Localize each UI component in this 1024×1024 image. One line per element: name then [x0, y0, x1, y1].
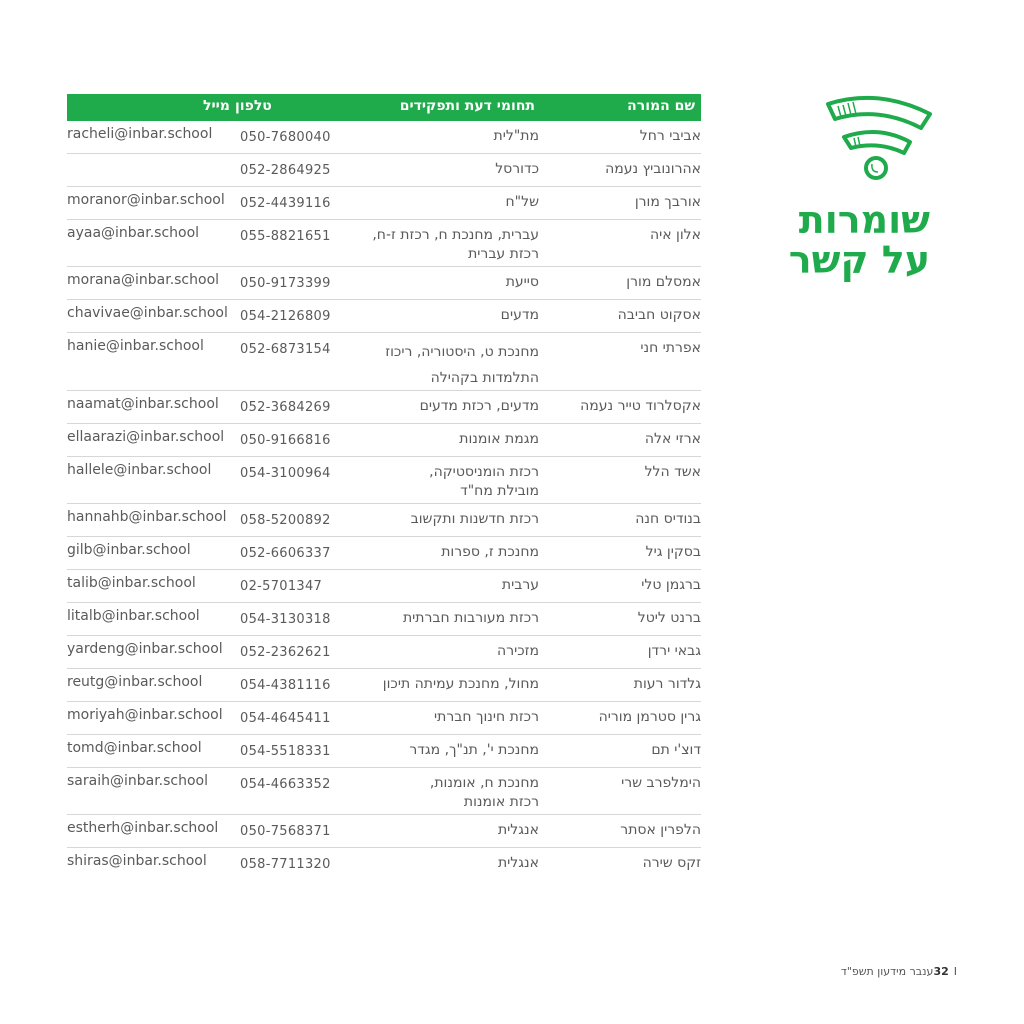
teacher-name: אפרתי חני [640, 340, 701, 356]
table-row [67, 537, 701, 570]
side-title-line1: שומרות [798, 198, 930, 242]
teacher-name: אסקוט חביבה [617, 307, 701, 323]
table-row [67, 187, 701, 220]
teacher-name: זקס שירה [642, 855, 701, 871]
table-body [67, 121, 701, 881]
teacher-phone: 055-8821651 [240, 229, 331, 244]
teacher-fields: רכזת מעורבות חברתית [402, 610, 539, 626]
teacher-name: הלפרין אסתר [620, 822, 701, 838]
teacher-phone: 02-5701347 [240, 579, 323, 594]
teacher-phone: 054-5518331 [240, 744, 331, 759]
teacher-fields: ערבית [501, 577, 539, 593]
teacher-email[interactable]: litalb@inbar.school [67, 608, 200, 624]
teacher-phone: 058-7711320 [240, 857, 331, 872]
teacher-name: אהרונוביץ נעמה [605, 161, 701, 177]
teacher-phone: 054-4381116 [240, 678, 331, 693]
teacher-phone: 052-3684269 [240, 400, 331, 415]
teacher-phone: 058-5200892 [240, 513, 331, 528]
table-row [67, 300, 701, 333]
teacher-name: דוצ'י תם [651, 742, 701, 758]
teacher-email[interactable]: tomd@inbar.school [67, 740, 202, 756]
wifi-icon [824, 92, 934, 184]
teacher-phone: 050-7568371 [240, 824, 331, 839]
teacher-email[interactable]: racheli@inbar.school [67, 126, 213, 142]
teacher-phone: 052-6606337 [240, 546, 331, 561]
teacher-email[interactable]: moriyah@inbar.school [67, 707, 223, 723]
teacher-name: אמסלם מורן [626, 274, 701, 290]
teacher-name: ארזי אלה [644, 431, 701, 447]
table-row [67, 267, 701, 300]
teacher-fields: מחנכת ז, ספרות [441, 544, 539, 560]
footer-text: ענבר מידעון תשפ"ד [840, 965, 934, 978]
table-row [67, 424, 701, 457]
footer-separator: I [953, 965, 957, 978]
teacher-email[interactable]: talib@inbar.school [67, 575, 196, 591]
teacher-phone: 050-7680040 [240, 130, 331, 145]
teacher-fields: כדורסל [495, 161, 539, 177]
teacher-fields: מזכירה [497, 643, 539, 659]
teacher-name: אורבך מורן [634, 194, 701, 210]
teacher-email[interactable]: reutg@inbar.school [67, 674, 203, 690]
teacher-email[interactable]: chavivae@inbar.school [67, 305, 228, 321]
page-footer [841, 965, 962, 978]
header-fields: תחומי דעת ותפקידים [399, 98, 535, 114]
table-row [67, 121, 701, 154]
teacher-phone: 052-2362621 [240, 645, 331, 660]
teacher-phone: 054-3100964 [240, 466, 331, 481]
teacher-phone: 052-4439116 [240, 196, 331, 211]
teacher-fields: מחנכת י', תנ"ך, מגדר [409, 742, 539, 758]
teacher-fields: מחול, מחנכת עמיתה תיכון [382, 676, 539, 692]
teacher-name: אביבי רחל [639, 128, 701, 144]
table-row [67, 702, 701, 735]
teacher-name: אשד הלל [644, 464, 701, 480]
side-title-line2: על קשר [788, 238, 930, 282]
teacher-name: גרין סטרמן מוריה [598, 709, 701, 725]
table-row [67, 154, 701, 187]
teacher-phone: 054-2126809 [240, 309, 331, 324]
table-row [67, 333, 701, 391]
table-row [67, 570, 701, 603]
teacher-name: אלון איה [649, 227, 701, 243]
teacher-fields: רכזת חינוך חברתי [434, 709, 539, 725]
teacher-phone: 052-6873154 [240, 342, 331, 357]
teacher-email[interactable]: gilb@inbar.school [67, 542, 191, 558]
teacher-fields: מחנכת ט, היסטוריה, ריכוז התלמדות בקהילה [385, 344, 539, 386]
teacher-email[interactable]: hannahb@inbar.school [67, 509, 227, 525]
side-title [730, 200, 930, 280]
table-row [67, 636, 701, 669]
teacher-email[interactable]: naamat@inbar.school [67, 396, 219, 412]
teacher-name: גלדור רעות [633, 676, 701, 692]
teacher-email[interactable]: estherh@inbar.school [67, 820, 219, 836]
table-row [67, 504, 701, 537]
teacher-fields: מדעים, רכזת מדעים [419, 398, 539, 414]
table-row [67, 220, 701, 267]
teacher-name: בנודיס חנה [635, 511, 701, 527]
teacher-name: ברנט ליטל [637, 610, 701, 626]
teacher-phone: 054-4663352 [240, 777, 331, 792]
teacher-name: בסקין גיל [645, 544, 701, 560]
teacher-email[interactable]: saraih@inbar.school [67, 773, 209, 789]
teacher-email[interactable]: yardeng@inbar.school [67, 641, 223, 657]
table-row [67, 391, 701, 424]
teacher-email[interactable]: hanie@inbar.school [67, 338, 204, 354]
teacher-fields: של"ח [505, 194, 539, 210]
teacher-email[interactable]: shiras@inbar.school [67, 853, 207, 869]
teacher-email[interactable]: moranor@inbar.school [67, 192, 225, 208]
header-phone: טלפון [235, 98, 272, 114]
teacher-fields: מת"לית [493, 128, 539, 144]
teacher-phone: 054-3130318 [240, 612, 331, 627]
teacher-fields: מגמת אומנות [459, 431, 539, 447]
teacher-name: הימלפרב שרי [621, 775, 701, 791]
header-mail: מייל [203, 98, 230, 114]
teacher-phone: 050-9166816 [240, 433, 331, 448]
table-row [67, 848, 701, 881]
table-row [67, 457, 701, 504]
page-number: 32 [933, 965, 949, 978]
table-header [67, 94, 701, 121]
teacher-email[interactable]: ellaarazi@inbar.school [67, 429, 225, 445]
teacher-fields: מחנכת ח, אומנות, רכזת אומנות [429, 775, 539, 810]
teacher-phone: 054-4645411 [240, 711, 331, 726]
table-row [67, 768, 701, 815]
table-row [67, 735, 701, 768]
table-row [67, 669, 701, 702]
teacher-email[interactable]: hallele@inbar.school [67, 462, 212, 478]
teacher-fields: מדעים [500, 307, 539, 323]
teacher-email[interactable]: morana@inbar.school [67, 272, 220, 288]
teacher-fields: סייעת [505, 274, 539, 290]
table-row [67, 815, 701, 848]
teacher-fields: רכזת הומניסטיקה, מובילת מח"ד [429, 464, 539, 499]
header-name: שם המורה [627, 98, 695, 114]
teacher-fields: אנגלית [497, 822, 539, 838]
contacts-table [67, 94, 701, 881]
teacher-fields: עברית, מחנכת ח, רכזת ז-ח, רכזת עברית [372, 227, 539, 262]
teacher-email[interactable]: ayaa@inbar.school [67, 225, 200, 241]
teacher-fields: רכזת חדשנות ותקשוב [410, 511, 539, 527]
teacher-phone: 052-2864925 [240, 163, 331, 178]
teacher-name: גבאי ירדן [647, 643, 701, 659]
teacher-phone: 050-9173399 [240, 276, 331, 291]
teacher-name: ברגמן טלי [641, 577, 701, 593]
teacher-fields: אנגלית [497, 855, 539, 871]
teacher-name: אקסלרוד טייר נעמה [580, 398, 701, 414]
table-row [67, 603, 701, 636]
